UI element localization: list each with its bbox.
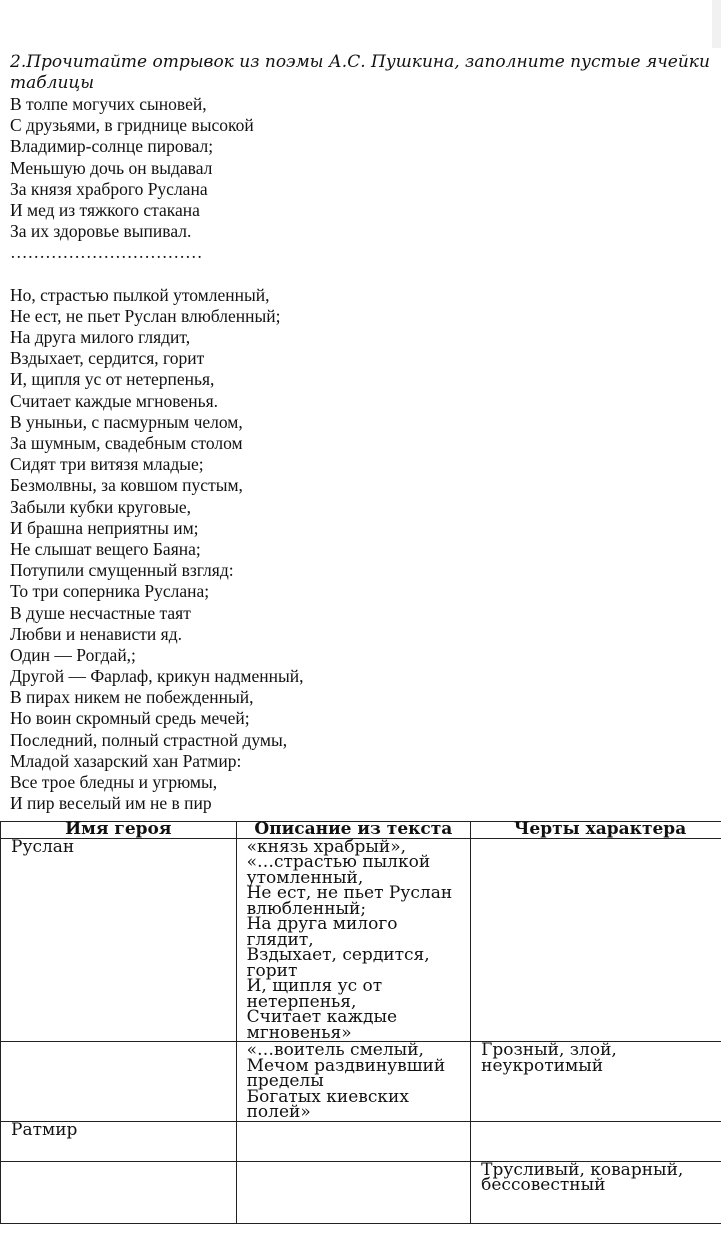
poem-line: Безмолвны, за ковшом пустым, [10, 475, 243, 496]
description-line: «…воитель смелый, [246, 1040, 424, 1060]
description-line: нетерпенья, [246, 991, 357, 1012]
poem-line: За шумным, свадебным столом [10, 433, 243, 453]
poem-line: Любви и ненависти яд. [10, 623, 182, 644]
description-line: «…страстью пылкой [246, 852, 431, 872]
description-line: Богатых киевских [246, 1086, 409, 1107]
poem-line: Меньшую дочь он выдавал [10, 157, 213, 178]
description-line: На друга милого глядит, [246, 914, 398, 950]
poem-line: Не ест, не пьет Руслан влюбленный; [10, 305, 281, 326]
table-header-row [1, 822, 721, 839]
poem-line: Младой хазарский хан Ратмир: [10, 750, 242, 771]
table-row [1, 838, 721, 1042]
poem-line: Потупили смущенный взгляд: [10, 560, 234, 581]
hero-name-cell[interactable]: Руслан [1, 838, 237, 1042]
hero-name-cell[interactable]: Ратмир [1, 1121, 237, 1161]
description-cell[interactable] [236, 1042, 471, 1122]
traits-line: Грозный, злой, [481, 1040, 617, 1060]
poem-line: И мед из тяжкого стакана [10, 199, 200, 220]
traits-cell-empty[interactable] [471, 838, 721, 1042]
traits-cell[interactable] [471, 1161, 721, 1223]
poem-line: И пир веселый им не в пир [10, 793, 212, 814]
poem-line: С друзьями, в гриднице высокой [10, 115, 254, 136]
poem-line: Другой — Фарлаф, крикун надменный, [10, 666, 304, 687]
poem-line: Один — Рогдай,; [10, 644, 136, 665]
poem-line: Все трое бледны и угрюмы, [10, 772, 218, 792]
header-hero-name: Имя героя [1, 822, 237, 839]
poem-line: За князя храброго Руслана [10, 178, 208, 199]
traits-cell-empty[interactable] [471, 1121, 721, 1161]
description-line: горит [246, 960, 298, 981]
poem-line: На друга милого глядит, [10, 327, 191, 348]
table-row [1, 1042, 721, 1122]
task-heading: 2.Прочитайте отрывок из поэмы А.С. Пушкина, заполните пустые ячейки таблицы [10, 52, 710, 93]
poem-line: Последний, полный страстной думы, [10, 729, 288, 750]
poem-line: Но, страстью пылкой утомленный, [10, 284, 270, 305]
description-line: мгновенья» [246, 1022, 352, 1043]
blank-top-margin [0, 0, 721, 42]
poem-ellipsis: …………………………… [10, 242, 203, 263]
traits-line: бессовестный [481, 1175, 606, 1195]
traits-cell[interactable] [471, 1042, 721, 1122]
poem-line: И, щипля ус от нетерпенья, [10, 369, 215, 390]
traits-line: Трусливый, коварный, [481, 1159, 684, 1180]
table-row [1, 1161, 721, 1223]
table-row [1, 1121, 721, 1161]
poem-line: И брашна неприятны им; [10, 517, 199, 538]
hero-table [0, 821, 721, 1224]
poem-line: Вздыхает, сердится, горит [10, 348, 205, 369]
poem-line: Не слышат вещего Баяна; [10, 538, 201, 559]
poem-line: В пирах никем не побежденный, [10, 687, 254, 708]
description-line: Не ест, не пьет Руслан [246, 883, 453, 903]
header-traits: Черты характера [471, 822, 721, 839]
poem-line: Забыли кубки круговые, [10, 496, 192, 517]
description-cell[interactable] [236, 838, 471, 1042]
description-line: И, щипля ус от [246, 976, 383, 996]
description-line: «князь храбрый», [246, 836, 406, 857]
poem-line: В толпе могучих сыновей, [10, 94, 207, 114]
header-description: Описание из текста [236, 822, 471, 839]
poem-line: В уныньи, с пасмурным челом, [10, 411, 243, 432]
poem-line: За их здоровье выпивал. [10, 221, 192, 242]
hero-name-cell-empty[interactable] [1, 1161, 237, 1223]
poem-line: Но воин скромный средь мечей; [10, 708, 250, 729]
page-edge-shadow [712, 0, 721, 48]
description-line: утомленный, [246, 867, 364, 888]
description-cell-empty[interactable] [236, 1161, 471, 1223]
traits-line: неукротимый [481, 1055, 604, 1076]
description-line: Вздыхает, сердится, [246, 945, 430, 965]
poem-line: В душе несчастные таят [10, 602, 191, 623]
poem-line: Считает каждые мгновенья. [10, 390, 218, 411]
hero-name-cell-empty[interactable] [1, 1042, 237, 1122]
description-line: Мечом раздвинувший [246, 1055, 446, 1076]
poem-excerpt [10, 94, 710, 814]
description-line: полей» [246, 1102, 311, 1122]
description-line: пределы [246, 1071, 324, 1091]
description-line: Считает каждые [246, 1007, 398, 1027]
poem-line: Владимир-солнце пировал; [10, 136, 214, 157]
description-cell-empty[interactable] [236, 1121, 471, 1161]
stanza-gap [10, 264, 710, 285]
description-line: влюбленный; [246, 898, 367, 919]
poem-line: То три соперника Руслана; [10, 581, 210, 602]
poem-line: Сидят три витязя младые; [10, 454, 204, 475]
